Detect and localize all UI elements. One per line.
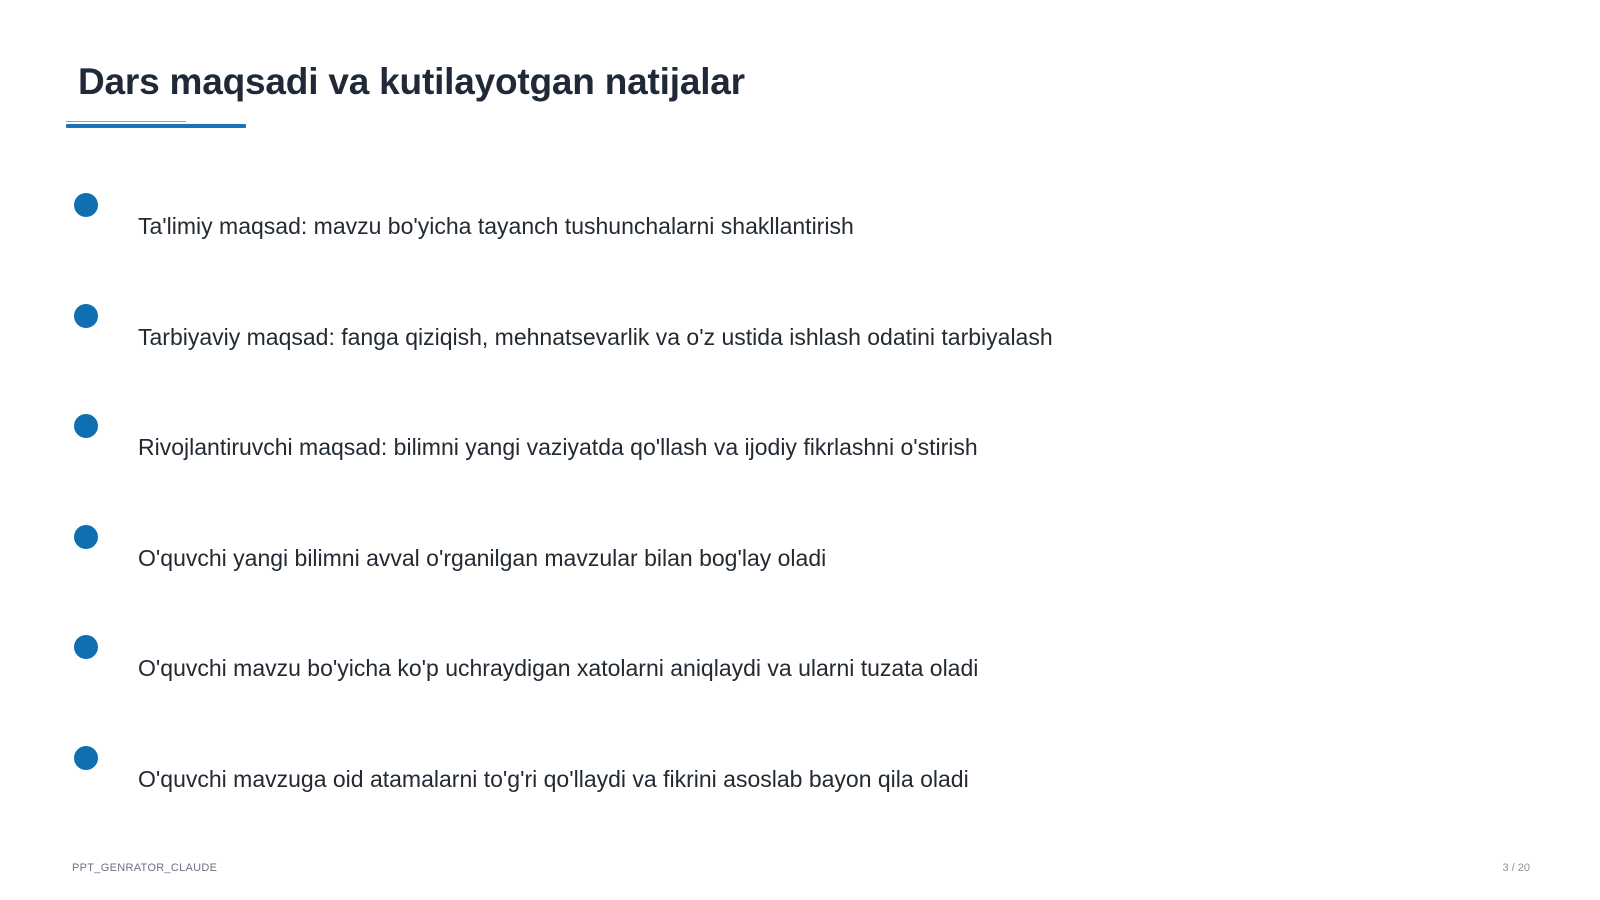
list-item (0, 635, 1600, 725)
bullet-text: Ta'limiy maqsad: mavzu bo'yicha tayanch tushunchalarni shakllantirish (138, 213, 854, 239)
bullet-dot-icon (74, 193, 98, 217)
bullet-dot-icon (74, 746, 98, 770)
bullet-text: O'quvchi mavzuga oid atamalarni to'g'ri qo'llaydi va fikrini asoslab bayon qila oladi (138, 766, 969, 792)
list-item (0, 414, 1600, 504)
bullet-text: Tarbiyaviy maqsad: fanga qiziqish, mehnatsevarlik va o'z ustida ishlash odatini tarbiyalash (138, 324, 1053, 350)
footer-brand: PPT_GENRATOR_CLAUDE (72, 862, 218, 874)
list-item (0, 304, 1600, 394)
bullet-dot-icon (74, 525, 98, 549)
bullet-text: Rivojlantiruvchi maqsad: bilimni yangi vaziyatda qo'llash va ijodiy fikrlashni o'stirish (138, 434, 978, 460)
bullet-text: O'quvchi yangi bilimni avval o'rganilgan mavzular bilan bog'lay oladi (138, 545, 827, 571)
list-item (0, 193, 1600, 283)
page-indicator: 3 / 20 (1502, 862, 1530, 874)
list-item (0, 746, 1600, 836)
bullet-dot-icon (74, 635, 98, 659)
bullet-dot-icon (74, 414, 98, 438)
slide-title: Dars maqsadi va kutilayotgan natijalar (78, 61, 745, 102)
bullet-dot-icon (74, 304, 98, 328)
bullet-text: O'quvchi mavzu bo'yicha ko'p uchraydigan xatolarni aniqlaydi va ularni tuzata oladi (138, 655, 979, 681)
list-item (0, 525, 1600, 615)
